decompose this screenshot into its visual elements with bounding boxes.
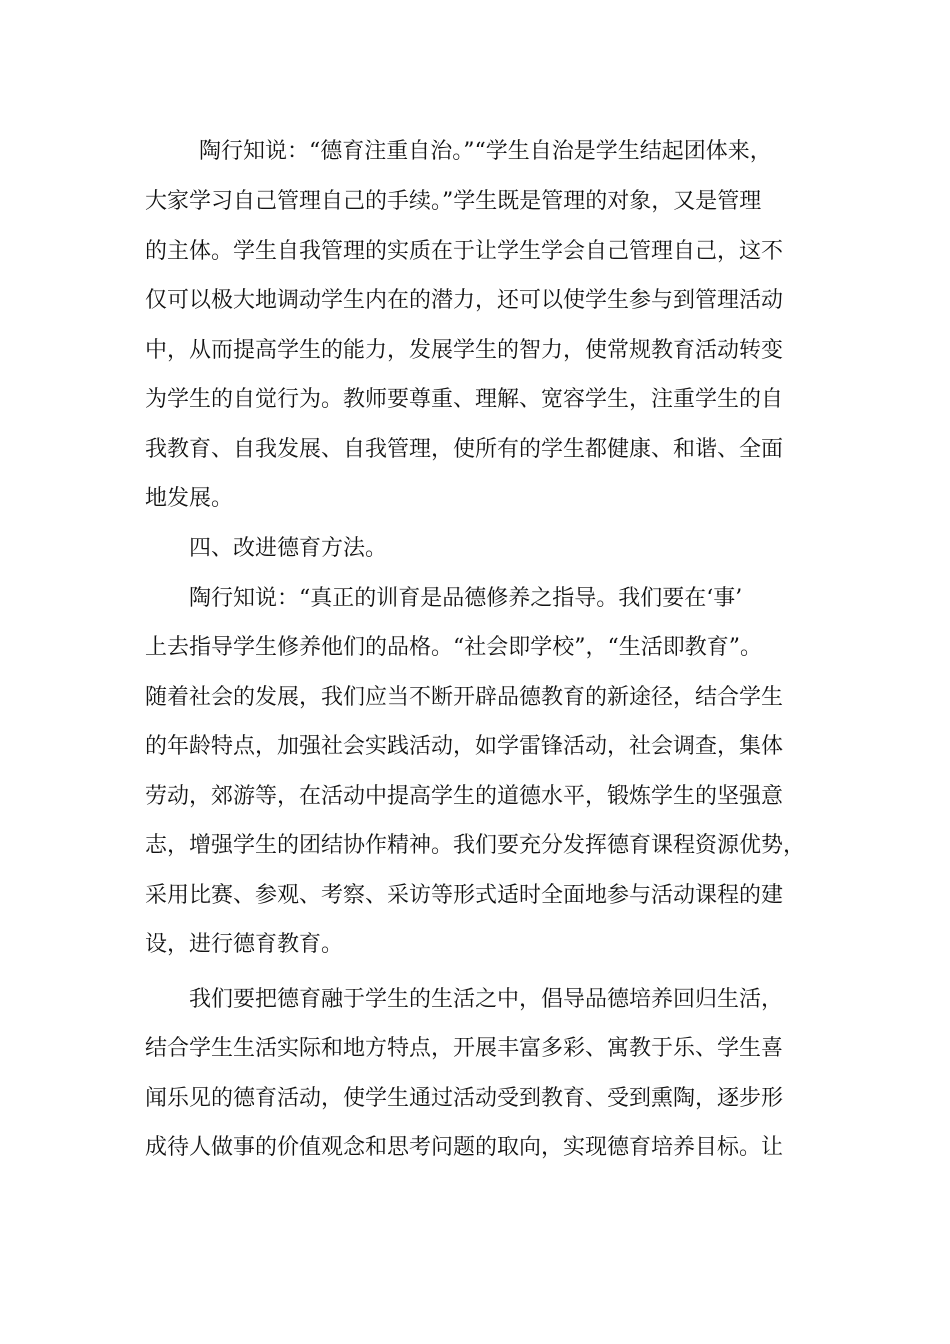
text-line: 的年龄特点，加强社会实践活动，如学雷锋活动，社会调查，集体 xyxy=(145,734,784,759)
text-line: 上去指导学生修养他们的品格。“社会即学校”，“生活即教育”。 xyxy=(145,635,762,660)
text-line: 为学生的自觉行为。教师要尊重、理解、宽容学生，注重学生的自 xyxy=(145,387,784,412)
text-line: 成待人做事的价值观念和思考问题的取向，实现德育培养目标。让 xyxy=(145,1135,784,1160)
text-line: 志，增强学生的团结协作精神。我们要充分发挥德育课程资源优势， xyxy=(145,833,806,858)
text-line: 陶行知说：“真正的训育是品德修养之指导。我们要在‘事’ xyxy=(189,586,743,611)
text-line: 中，从而提高学生的能力，发展学生的智力，使常规教育活动转变 xyxy=(145,338,784,363)
text-line: 结合学生生活实际和地方特点，开展丰富多彩、寓教于乐、学生喜 xyxy=(145,1036,784,1061)
text-line: 劳动，郊游等，在活动中提高学生的道德水平，锻炼学生的坚强意 xyxy=(145,784,784,809)
text-line: 采用比赛、参观、考察、采访等形式适时全面地参与活动课程的建 xyxy=(145,883,784,908)
text-line: 我们要把德育融于学生的生活之中，倡导品德培养回归生活， xyxy=(189,987,784,1012)
text-line: 我教育、自我发展、自我管理，使所有的学生都健康、和谐、全面 xyxy=(145,437,784,462)
text-line: 地发展。 xyxy=(145,486,234,511)
text-line: 仅可以极大地调动学生内在的潜力，还可以使学生参与到管理活动 xyxy=(145,288,784,313)
text-line: 随着社会的发展，我们应当不断开辟品德教育的新途径，结合学生 xyxy=(145,685,784,710)
text-line: 大家学习自己管理自己的手续。”学生既是管理的对象，又是管理 xyxy=(145,189,762,214)
text-line: 设，进行德育教育。 xyxy=(145,932,344,957)
section-heading: 四、改进德育方法。 xyxy=(189,536,388,561)
text-line: 陶行知说：“德育注重自治。”“学生自治是学生结起团体来， xyxy=(199,139,772,164)
text-line: 闻乐见的德育活动，使学生通过活动受到教育、受到熏陶，逐步形 xyxy=(145,1086,784,1111)
text-line: 的主体。学生自我管理的实质在于让学生学会自己管理自己，这不 xyxy=(145,239,784,264)
